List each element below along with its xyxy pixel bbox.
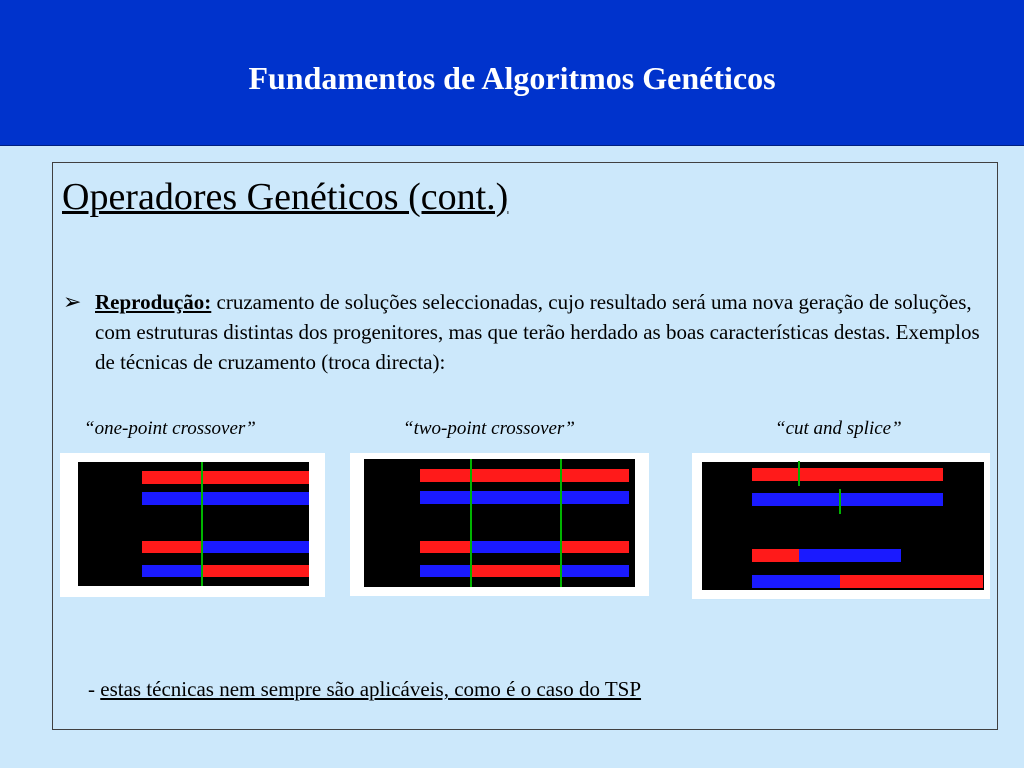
- slide-title: Fundamentos de Algoritmos Genéticos: [248, 60, 776, 96]
- caption-cut-splice: “cut and splice”: [775, 418, 902, 439]
- parent-b-chromosome: [142, 492, 309, 505]
- two-point-crossover-diagram: [350, 453, 649, 596]
- child-2-tail: [840, 575, 983, 588]
- parent-a-chromosome: [420, 469, 629, 482]
- child-1-head: [752, 549, 799, 562]
- parent-a-chromosome: [142, 471, 309, 484]
- cut-and-splice-diagram: [692, 453, 990, 599]
- one-point-crossover-diagram: [60, 453, 325, 597]
- bullet-paragraph: [95, 287, 995, 377]
- title-bar: [0, 0, 1024, 146]
- child-2-segment-3: [561, 565, 629, 577]
- child-1-tail: [799, 549, 901, 562]
- child-2-left-segment: [142, 565, 202, 577]
- child-2-segment-2: [471, 565, 561, 577]
- caption-one-point: “one-point crossover”: [84, 418, 256, 439]
- parent-a-chromosome: [752, 468, 943, 481]
- footnote: [88, 677, 641, 702]
- parent-b-chromosome: [752, 493, 943, 506]
- child-1-segment-2: [471, 541, 561, 553]
- content-panel: [52, 162, 998, 730]
- child-1-segment-1: [420, 541, 471, 553]
- bullet-keyword: Reprodução:: [95, 290, 212, 314]
- diagram-background: [702, 462, 984, 590]
- child-1-segment-3: [561, 541, 629, 553]
- child-1-right-segment: [202, 541, 309, 553]
- footnote-text: estas técnicas nem sempre são aplicáveis, como é o caso do TSP: [100, 677, 642, 701]
- child-2-segment-1: [420, 565, 471, 577]
- child-2-head: [752, 575, 840, 588]
- child-1-left-segment: [142, 541, 202, 553]
- parent-b-chromosome: [420, 491, 629, 504]
- section-title: Operadores Genéticos (cont.): [62, 176, 509, 218]
- bullet-text: cruzamento de soluções seleccionadas, cujo resultado será uma nova geração de soluções, com estruturas distintas dos progenitores, mas que terão herdado as boas características destas. Exemplos de técnicas de cruzamento (troca directa):: [95, 290, 980, 374]
- arrow-bullet-icon: ➢: [63, 289, 82, 314]
- child-2-right-segment: [202, 565, 309, 577]
- caption-two-point: “two-point crossover”: [403, 418, 575, 439]
- footnote-dash: -: [88, 677, 101, 701]
